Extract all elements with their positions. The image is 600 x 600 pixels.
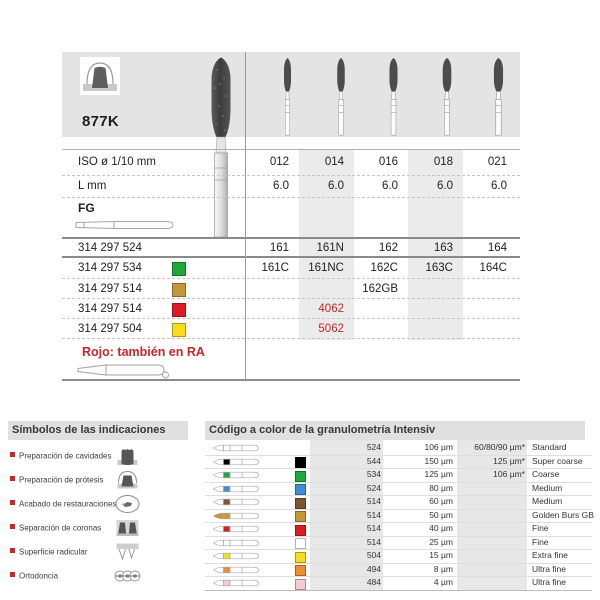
grit-grain: 150 µm [424,455,453,466]
grit-color-square [295,565,306,576]
grit-name: Fine [532,523,549,533]
order-ref: 314 297 514 [78,283,142,295]
bur-illustration-large [205,56,237,238]
grit-name: Fine [532,536,549,547]
bur-color-illustration [212,484,262,494]
bur-silhouette-021 [490,57,507,136]
iso-value: 016 [378,156,398,168]
grit-color-square [295,552,306,563]
grit-grain: 15 µm [429,550,453,560]
grit-code: 534 [366,469,381,479]
grit-grain: 80 µm [429,482,453,493]
product-table [62,52,520,384]
grit-code: 514 [366,523,381,533]
symbol-label: Superficie radicular [19,547,88,557]
grit-code: 514 [366,509,381,520]
grit-color-square [295,484,306,495]
length-value: 6.0 [382,180,398,192]
grit-name: Medium [532,482,563,493]
grit-name: Coarse [532,469,560,479]
symbol-item [8,516,198,540]
iso-value: 018 [433,156,453,168]
rule [62,197,520,198]
grit-color-square [172,283,186,297]
bullet-square [10,572,15,577]
grit-name: Ultra fine [532,577,567,587]
grit-color-square [172,262,186,276]
bullet-square [10,524,15,529]
grit-code: 514 [366,496,381,506]
grit-code: 544 [366,455,381,466]
bur-code: 162C [370,262,398,274]
iso-row [62,150,520,175]
bur-color-illustration [212,538,262,548]
bur-code: 4062 [318,303,344,315]
grit-name: Standard [532,442,567,452]
iso-value: 014 [324,156,344,168]
bur-code: 162 [378,242,398,254]
grit-grain: 50 µm [429,509,453,520]
order-ref: 314 297 524 [78,242,142,254]
grit-name: Ultra fine [532,563,567,574]
grit-code: 514 [366,536,381,547]
grit-extra: 106 µm* [493,469,525,479]
grit-grain: 8 µm [433,563,453,574]
bur-color-illustration [212,443,262,453]
symbol-label: Preparación de prótesis [19,475,104,485]
bullet-square [10,476,15,481]
grit-row [205,536,592,551]
bur-code: 164C [479,262,507,274]
grit-name: Extra fine [532,550,568,560]
order-ref: 314 297 534 [78,262,142,274]
grit-color-square [295,471,306,482]
shank-type-label: FG [78,201,95,215]
bullet-square [10,452,15,457]
orthodontics-icon [114,565,141,592]
bur-code: 161NC [308,262,344,274]
bur-silhouette-018 [439,57,455,136]
grit-color-square [172,323,186,337]
bur-color-illustration [212,497,262,507]
grit-row [205,576,592,591]
bur-color-illustration [212,511,262,521]
grit-color-square [295,511,306,522]
grit-code: 504 [366,550,381,560]
length-label: L mm [78,180,107,192]
grit-grain: 40 µm [429,523,453,533]
bur-color-illustration [212,578,262,588]
grit-color-square [295,457,306,468]
grit-code: 484 [366,577,381,587]
order-row [62,258,520,278]
bur-code: 163C [425,262,453,274]
grit-row [205,482,592,497]
grit-grain: 25 µm [429,536,453,547]
bur-color-illustration [212,470,262,480]
grit-code: 494 [366,563,381,574]
grit-color-square [295,525,306,536]
bur-silhouette-012 [281,57,294,136]
symbol-label: Ortodoncia [19,571,59,581]
fg-shank-icon [74,218,179,232]
symbol-label: Separación de coronas [19,523,102,533]
grit-color-square [172,303,186,317]
order-ref: 314 297 504 [78,323,142,335]
iso-label: ISO ø 1/10 mm [78,156,156,168]
iso-value: 012 [269,156,289,168]
grit-color-square [295,498,306,509]
bur-silhouette-016 [386,57,401,136]
length-value: 6.0 [437,180,453,192]
order-row [62,279,520,299]
ra-note: Rojo: también en RA [82,345,205,359]
grit-title: Código a color de la granulometría Intensiv [205,421,585,440]
grit-row [205,455,592,470]
bur-code: 161N [316,242,344,254]
bur-color-illustration [212,524,262,534]
grit-row [205,468,592,483]
grit-row [205,509,592,524]
length-row [62,176,520,196]
grit-grain: 4 µm [433,577,453,587]
symbol-item [8,444,198,468]
product-code: 877K [82,113,120,130]
order-row [62,319,520,339]
grit-extra: 60/80/90 µm* [474,442,525,452]
grit-row [205,549,592,564]
symbol-item [8,540,198,564]
grit-row [205,563,592,578]
tooth-crown-icon [80,57,120,95]
bur-color-illustration [212,457,262,467]
bur-code: 162GB [362,283,398,295]
grit-color-square [295,579,306,590]
symbol-label: Acabado de restauraciones [19,499,117,509]
iso-value: 021 [487,156,507,168]
bullet-square [10,500,15,505]
bur-silhouette-014 [334,57,348,136]
grit-grain: 125 µm [424,469,453,479]
symbols-title: Símbolos de las indicaciones [8,421,188,440]
grit-code: 524 [366,442,381,452]
ra-shank-icon [76,362,181,380]
bur-code: 161 [269,242,289,254]
grit-extra: 125 µm* [493,455,525,466]
length-value: 6.0 [491,180,507,192]
grit-name: Golden Burs GB [532,509,594,520]
grit-name: Super coarse [532,455,583,466]
bur-code: 5062 [318,323,344,335]
symbol-label: Preparación de cavidades [19,451,112,461]
bur-code: 164 [487,242,507,254]
bullet-square [10,548,15,553]
length-value: 6.0 [273,180,289,192]
order-ref: 314 297 514 [78,303,142,315]
bur-code: 163 [433,242,453,254]
bur-code: 161C [261,262,289,274]
symbol-item [8,468,198,492]
order-row [62,239,520,257]
grit-grain: 60 µm [429,496,453,506]
bur-color-illustration [212,551,262,561]
grit-row [205,522,592,537]
bur-color-illustration [212,565,262,575]
symbol-item [8,564,198,588]
grit-grain: 106 µm [424,442,453,452]
grit-color-square [295,538,306,549]
order-row [62,299,520,319]
grit-row [205,441,592,456]
length-value: 6.0 [328,180,344,192]
grit-code: 524 [366,482,381,493]
grit-name: Medium [532,496,563,506]
symbol-item [8,492,198,516]
grit-row [205,495,592,510]
